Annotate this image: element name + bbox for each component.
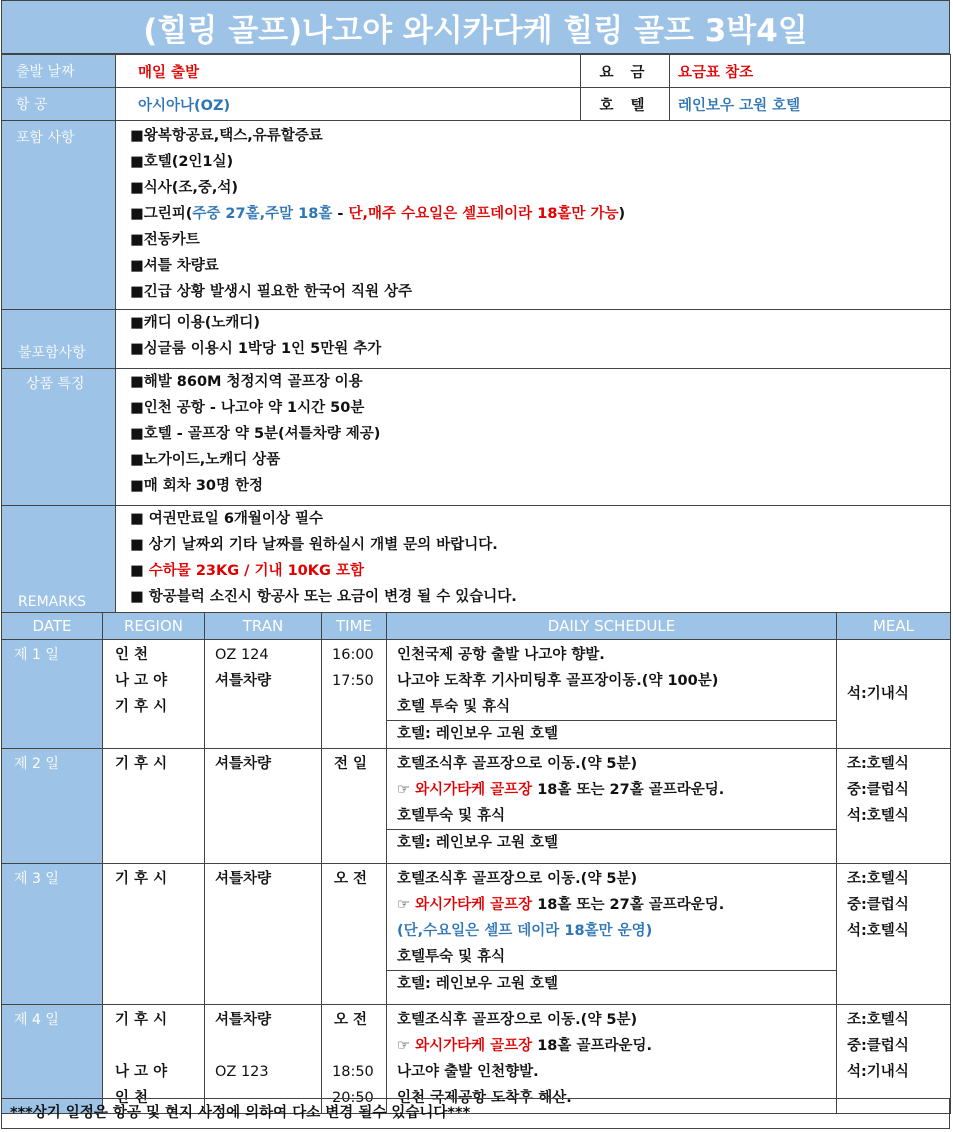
activity-text: 인천국제 공항 출발 나고야 향발. (397, 647, 605, 663)
page-title: (힐링 골프)나고야 와시카다케 힐링 골프 3박4일 (1, 0, 950, 54)
region-cell (103, 640, 205, 749)
day-label: 제 4 일 (2, 1005, 103, 1114)
time-text: 오 전 (334, 1012, 368, 1028)
green-fee-sep: - (332, 206, 349, 222)
header-meal: MEAL (837, 613, 951, 640)
tran-text: 셔틀차량 (215, 871, 272, 887)
meal-text: 조:호텔식 (847, 1012, 909, 1028)
included-item: ■호텔(2인1실) (130, 154, 234, 170)
pointer-icon: ☞ (397, 782, 416, 798)
schedule-table (1, 612, 951, 1114)
pointer-icon: ☞ (397, 897, 416, 913)
feature-item: ■호텔 - 골프장 약 5분(셔틀차량 제공) (130, 426, 381, 442)
depart-label: 출발 날짜 (2, 55, 116, 88)
header-tran: TRAN (205, 613, 322, 640)
schedule-row-day3 (2, 864, 951, 1005)
activity-text: 호텔조식후 골프장으로 이동.(약 5분) (397, 756, 638, 772)
meal-text: 조:호텔식 (847, 756, 909, 772)
golf-course-name: 와시가타케 골프장 (415, 1038, 533, 1054)
activity-cell (387, 640, 837, 749)
excluded-label: 불포함사항 (2, 310, 116, 369)
region-text: 인 천 (115, 647, 149, 663)
activity-text: 나고야 출발 인천향발. (397, 1064, 539, 1080)
features-list (116, 369, 951, 506)
included-label: 포함 사항 (2, 121, 116, 310)
included-item: ■왕복항공료,택스,유류할증료 (130, 128, 323, 144)
pointer-icon: ☞ (397, 1038, 416, 1054)
region-text: 기 후 시 (115, 756, 168, 772)
excluded-item: ■캐디 이용(노캐디) (130, 315, 261, 331)
meal-cell (837, 640, 951, 749)
included-item: ■전동카트 (130, 232, 200, 248)
depart-value: 매일 출발 (116, 55, 581, 88)
meal-text: 중:클럽식 (847, 897, 909, 913)
golf-course-name: 와시가타케 골프장 (415, 897, 533, 913)
region-text: 기 후 시 (115, 871, 168, 887)
time-text: 16:00 (332, 647, 374, 663)
day-label: 제 2 일 (2, 749, 103, 864)
remark-item: ■ 항공블럭 소진시 항공사 또는 요금이 변경 될 수 있습니다. (130, 589, 517, 605)
time-text: 17:50 (332, 673, 374, 689)
meal-text: 석:기내식 (847, 686, 909, 702)
features-row (2, 369, 951, 506)
day-label: 제 3 일 (2, 864, 103, 1005)
region-cell (103, 749, 205, 864)
included-item-green-fee (116, 201, 950, 227)
schedule-header-row (2, 613, 951, 640)
excluded-item: ■싱글룸 이용시 1박당 1인 5만원 추가 (130, 341, 382, 357)
tran-cell (205, 749, 322, 864)
tran-text: 셔틀차량 (215, 1012, 272, 1028)
time-cell (322, 864, 387, 1005)
green-fee-weekday: 주중 27홀,주말 18홀 (192, 206, 333, 222)
activity-text: 호텔투숙 및 휴식 (397, 808, 506, 824)
remark-item-baggage (116, 558, 950, 584)
activity-text: 18홀 또는 27홀 골프라운딩. (532, 782, 725, 798)
meal-text: 석:호텔식 (847, 808, 909, 824)
activity-text: 나고야 도착후 기사미팅후 골프장이동.(약 100분) (397, 673, 719, 689)
remark-item: ■ 여권만료일 6개월이상 필수 (130, 511, 324, 527)
schedule-row-day2 (2, 749, 951, 864)
feature-item: ■해발 860M 청정지역 골프장 이용 (130, 374, 363, 390)
included-item: ■긴급 상황 발생시 필요한 한국어 직원 상주 (130, 284, 413, 300)
itinerary-sheet (1, 0, 952, 1132)
features-label: 상품 특징 (2, 369, 116, 506)
air-label: 항 공 (2, 88, 116, 121)
green-fee-prefix: ■그린피( (130, 206, 193, 222)
green-fee-note: 단,매주 수요일은 셀프데이라 18홀만 가능 (348, 206, 619, 222)
golf-course-name: 와시가타케 골프장 (415, 782, 533, 798)
baggage-text: 수하물 23KG / 기내 10KG 포함 (148, 563, 364, 579)
time-text: 오 전 (334, 871, 368, 887)
activity-golf (397, 777, 836, 803)
meal-text: 중:클럽식 (847, 1038, 909, 1054)
time-text: 18:50 (332, 1064, 374, 1080)
activity-golf (397, 1033, 836, 1059)
footer-notice: ***상기 일정은 항공 및 현지 사정에 의하여 다소 변경 될수 있습니다*** (1, 1098, 950, 1129)
price-value: 요금표 참조 (670, 55, 951, 88)
tran-text: 셔틀차량 (215, 756, 272, 772)
day-label: 제 1 일 (2, 640, 103, 749)
header-region: REGION (103, 613, 205, 640)
meal-text: 조:호텔식 (847, 871, 909, 887)
activity-note: (단,수요일은 셀프 데이라 18홀만 운영) (397, 923, 653, 939)
schedule-row-day1 (2, 640, 951, 749)
meal-cell (837, 749, 951, 864)
time-cell (322, 640, 387, 749)
meal-cell (837, 864, 951, 1005)
excluded-row (2, 310, 951, 369)
info-row-air (2, 88, 951, 121)
remarks-label: REMARKS (2, 506, 116, 615)
tran-text: 셔틀차량 (215, 673, 272, 689)
included-item: ■셔틀 차량료 (130, 258, 219, 274)
header-time: TIME (322, 613, 387, 640)
hotel-line: 호텔: 레인보우 고원 호텔 (387, 720, 836, 747)
baggage-prefix: ■ (130, 563, 149, 579)
included-row (2, 121, 951, 310)
hotel-line: 호텔: 레인보우 고원 호텔 (387, 829, 836, 856)
excluded-list (116, 310, 951, 369)
hotel-label: 호 텔 (581, 88, 670, 121)
region-text: 기 후 시 (115, 1012, 168, 1028)
meal-text: 석:기내식 (847, 1064, 909, 1080)
price-label: 요 금 (581, 55, 670, 88)
region-text: 인 천 (115, 1090, 149, 1106)
info-table (1, 54, 951, 615)
feature-item: ■매 회차 30명 한정 (130, 478, 264, 494)
activity-text: 호텔 투숙 및 휴식 (397, 699, 511, 715)
tran-cell (205, 640, 322, 749)
activity-text: 인천 국제공항 도착후 해산. (397, 1090, 572, 1106)
region-text: 나 고 야 (115, 673, 168, 689)
meal-text: 석:호텔식 (847, 923, 909, 939)
feature-item: ■노가이드,노캐디 상품 (130, 452, 281, 468)
hotel-line: 호텔: 레인보우 고원 호텔 (387, 970, 836, 997)
feature-item: ■인천 공항 - 나고야 약 1시간 50분 (130, 400, 365, 416)
tran-text: OZ 123 (215, 1064, 269, 1080)
remarks-list (116, 506, 951, 615)
activity-text: 호텔조식후 골프장으로 이동.(약 5분) (397, 1012, 638, 1028)
included-list (116, 121, 951, 310)
time-text: 전 일 (334, 756, 368, 772)
hotel-value: 레인보우 고원 호텔 (670, 88, 951, 121)
meal-text: 중:클럽식 (847, 782, 909, 798)
time-cell (322, 749, 387, 864)
activity-text: 호텔투숙 및 휴식 (397, 949, 506, 965)
activity-cell (387, 864, 837, 1005)
green-fee-suffix: ) (618, 206, 626, 222)
activity-text: 18홀 또는 27홀 골프라운딩. (532, 897, 725, 913)
remarks-row (2, 506, 951, 615)
tran-text: OZ 124 (215, 647, 269, 663)
region-text: 기 후 시 (115, 699, 168, 715)
air-value: 아시아나(OZ) (116, 88, 581, 121)
activity-golf (397, 892, 836, 918)
activity-cell (387, 749, 837, 864)
tran-cell (205, 864, 322, 1005)
region-cell (103, 864, 205, 1005)
info-row-depart (2, 55, 951, 88)
activity-text: 18홀 골프라운딩. (532, 1038, 652, 1054)
activity-text: 호텔조식후 골프장으로 이동.(약 5분) (397, 871, 638, 887)
region-text: 나 고 야 (115, 1064, 168, 1080)
header-date: DATE (2, 613, 103, 640)
time-text: 20:50 (332, 1090, 374, 1106)
remark-item: ■ 상기 날짜외 기타 날짜를 원하실시 개별 문의 바랍니다. (130, 537, 498, 553)
included-item: ■식사(조,중,석) (130, 180, 239, 196)
header-schedule: DAILY SCHEDULE (387, 613, 837, 640)
